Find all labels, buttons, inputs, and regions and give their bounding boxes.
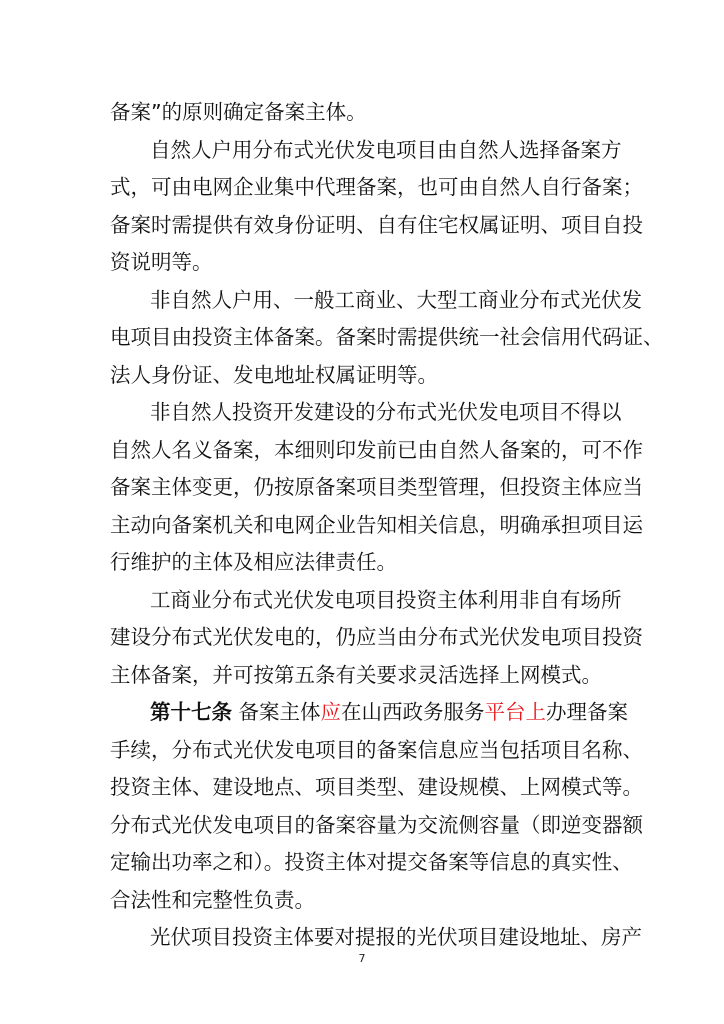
text-line: 行维护的主体及相应法律责任。 — [110, 550, 397, 574]
text-line: 式，可由电网企业集中代理备案，也可由自然人自行备案； — [110, 175, 643, 199]
text-segment: 备案主体 — [238, 700, 321, 724]
text-line: 非自然人投资开发建设的分布式光伏发电项目不得以 — [150, 400, 622, 424]
text-line: 手续，分布式光伏发电项目的备案信息应当包括项目名称、 — [110, 738, 643, 762]
text-line: 建设分布式光伏发电的，仍应当由分布式光伏发电项目投资 — [110, 625, 643, 649]
text-line: 合法性和完整性负责。 — [110, 888, 315, 912]
text-segment: 办理备案 — [546, 700, 629, 724]
text-line: 主体备案，并可按第五条有关要求灵活选择上网模式。 — [110, 663, 602, 687]
article-heading: 第十七条 — [150, 700, 232, 724]
page-number: 7 — [358, 952, 366, 965]
highlighted-text: 平台上 — [484, 700, 547, 724]
text-line: 备案时需提供有效身份证明、自有住宅权属证明、项目自投 — [110, 213, 643, 237]
text-line: 分布式光伏发电项目的备案容量为交流侧容量（即逆变器额 — [110, 813, 643, 837]
article-17-line — [150, 697, 629, 727]
text-segment: 在山西政务服务 — [341, 700, 485, 724]
text-line: 工商业分布式光伏发电项目投资主体利用非自有场所 — [150, 588, 622, 612]
text-line: 非自然人户用、一般工商业、大型工商业分布式光伏发 — [150, 288, 642, 312]
text-line: 自然人名义备案，本细则印发前已由自然人备案的，可不作 — [110, 438, 643, 462]
text-line: 法人身份证、发电地址权属证明等。 — [110, 363, 438, 387]
highlighted-text: 应 — [320, 700, 342, 724]
text-line: 资说明等。 — [110, 250, 213, 274]
text-line: 备案”的原则确定备案主体。 — [110, 100, 367, 124]
text-line: 光伏项目投资主体要对提报的光伏项目建设地址、房产 — [150, 925, 642, 949]
text-line: 投资主体、建设地点、项目类型、建设规模、上网模式等。 — [110, 775, 643, 799]
text-line: 备案主体变更，仍按原备案项目类型管理，但投资主体应当 — [110, 475, 643, 499]
text-line: 主动向备案机关和电网企业告知相关信息，明确承担项目运 — [110, 513, 643, 537]
text-line: 自然人户用分布式光伏发电项目由自然人选择备案方 — [150, 138, 622, 162]
text-line: 定输出功率之和）。投资主体对提交备案等信息的真实性、 — [110, 850, 633, 874]
text-line: 电项目由投资主体备案。备案时需提供统一社会信用代码证、 — [110, 325, 664, 349]
